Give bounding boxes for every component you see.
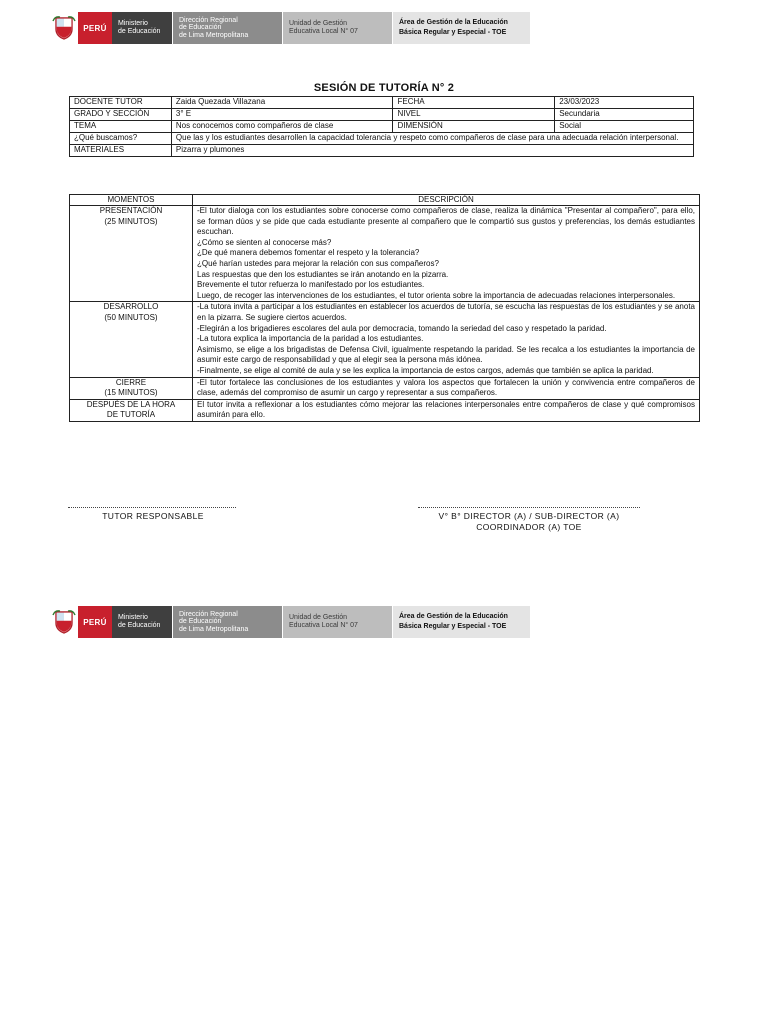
nivel-value: Secundaria (555, 109, 694, 121)
peru-shield-icon (50, 12, 78, 44)
area-label: Área de Gestión de la Educación Básica Regular y Especial - TOE (392, 12, 530, 44)
footer-banner (50, 606, 530, 638)
tema-label: TEMA (70, 121, 172, 133)
docente-label: DOCENTE TUTOR (70, 97, 172, 109)
description-line: -El tutor dialoga con los estudiantes sobre conocerse como compañeros de clase, realiza la dinámica "Presentar al compañero", para ello, se forman dúos y se pide que cada estudiante presente al compañero que le compartió sus gustos y preferencias, los demás estudiantes escuchan. (197, 206, 695, 237)
table-row (70, 133, 694, 145)
description-line: ¿Qué harían ustedes para mejorar la relación con sus compañeros? (197, 258, 439, 268)
grado-label: GRADO Y SECCIÓN (70, 109, 172, 121)
description-line: -El tutor fortalece las conclusiones de los estudiantes y valora los aspectos que fortalecen la unión y convivencia entre compañeros de clase, además del compromiso de asumir un cargo y representar a sus compañeros. (197, 377, 695, 398)
tutor-signature-label: TUTOR RESPONSABLE (102, 511, 204, 521)
header-banner (50, 12, 530, 44)
signature-line-right (418, 507, 640, 508)
ministerio-label: Ministerio de Educación (112, 12, 172, 44)
description-line: ¿Cómo se sienten al conocerse más? (197, 237, 332, 247)
table-row (70, 121, 694, 133)
description-line: -Elegirán a los brigadieres escolares del aula por democracia, tomando la seriedad del caso y respetado la paridad. (197, 323, 607, 333)
description-line: Luego, de recoger las intervenciones de los estudiantes, el tutor orienta sobre la importancia de adecuadas relaciones interpersonales. (197, 290, 676, 300)
ugel-label: Unidad de Gestión Educativa Local N° 07 (282, 12, 392, 44)
moment-cierre: CIERRE (15 MINUTOS) (70, 377, 193, 399)
table-row (70, 109, 694, 121)
director-signature-label: V° B° DIRECTOR (A) / SUB-DIRECTOR (A) COORDINADOR (A) TOE (438, 511, 620, 532)
fecha-label: FECHA (393, 97, 555, 109)
peru-label: PERÚ (78, 606, 112, 638)
dimension-label: DIMENSIÓN (393, 121, 555, 133)
table-row (70, 97, 694, 109)
description-line: Las respuestas que den los estudiantes se irán anotando en la pizarra. (197, 269, 449, 279)
table-row (70, 206, 700, 302)
description-cell (193, 399, 700, 421)
description-line: -La tutora explica la importancia de la paridad a los estudiantes. (197, 334, 424, 344)
grado-value: 3° E (171, 109, 393, 121)
description-line: Brevemente el tutor refuerza lo manifestado por los estudiantes. (197, 280, 425, 290)
moment-presentacion: PRESENTACIÓN (25 MINUTOS) (70, 206, 193, 302)
table-row (70, 377, 700, 399)
fecha-value: 23/03/2023 (555, 97, 694, 109)
materiales-label: MATERIALES (70, 145, 172, 157)
buscamos-label: ¿Qué buscamos? (70, 133, 172, 145)
peru-label: PERÚ (78, 12, 112, 44)
docente-value: Zaida Quezada Villazana (171, 97, 393, 109)
description-line: ¿De qué manera debemos fomentar el respeto y la tolerancia? (197, 248, 420, 258)
table-header-row (70, 195, 700, 206)
session-info-table (69, 96, 694, 157)
table-row (70, 302, 700, 377)
description-line: El tutor invita a reflexionar a los estudiantes cómo mejorar las relaciones interpersonales entre compañeros de clase y qué compromisos asumirán para ello. (197, 399, 695, 420)
description-cell (193, 377, 700, 399)
area-label: Área de Gestión de la Educación Básica Regular y Especial - TOE (392, 606, 530, 638)
nivel-label: NIVEL (393, 109, 555, 121)
descripcion-header: DESCRIPCIÓN (193, 195, 700, 206)
description-line: -Finalmente, se elige al comité de aula y se les explica la importancia de estos cargos, además que también se aplica la paridad. (197, 365, 654, 375)
peru-shield-icon (50, 606, 78, 638)
ministerio-label: Ministerio de Educación (112, 606, 172, 638)
dre-label: Dirección Regional de Educación de Lima Metropolitana (172, 12, 282, 44)
buscamos-value: Que las y los estudiantes desarrollen la capacidad tolerancia y respeto como compañeros de clase para una adecuada relación interpersonal. (171, 133, 693, 145)
moment-despues: DESPUÉS DE LA HORA DE TUTORÍA (70, 399, 193, 421)
table-row (70, 145, 694, 157)
description-cell (193, 206, 700, 302)
dimension-value: Social (555, 121, 694, 133)
table-row (70, 399, 700, 421)
description-line: Asimismo, se elige a los brigadistas de Defensa Civil, igualmente respetando la paridad. Se les recalca a los estudiantes la importancia de asumir este cargo de responsabilidad y que al elegir sea la persona más idónea. (197, 344, 695, 365)
description-cell (193, 302, 700, 377)
moment-desarrollo: DESARROLLO (50 MINUTOS) (70, 302, 193, 377)
ugel-label: Unidad de Gestión Educativa Local N° 07 (282, 606, 392, 638)
materiales-value: Pizarra y plumones (171, 145, 693, 157)
page-title: SESIÓN DE TUTORÍA N° 2 (313, 82, 455, 94)
momentos-header: MOMENTOS (70, 195, 193, 206)
dre-label: Dirección Regional de Educación de Lima Metropolitana (172, 606, 282, 638)
signature-line-left (68, 507, 236, 508)
description-line: -La tutora invita a participar a los estudiantes en establecer los acuerdos de tutoría, se escucha las respuestas de los estudiantes y se anota en la pizarra. Se sugiere ciertos acuerdos. (197, 302, 695, 322)
tema-value: Nos conocemos como compañeros de clase (171, 121, 393, 133)
moments-table (69, 194, 700, 422)
